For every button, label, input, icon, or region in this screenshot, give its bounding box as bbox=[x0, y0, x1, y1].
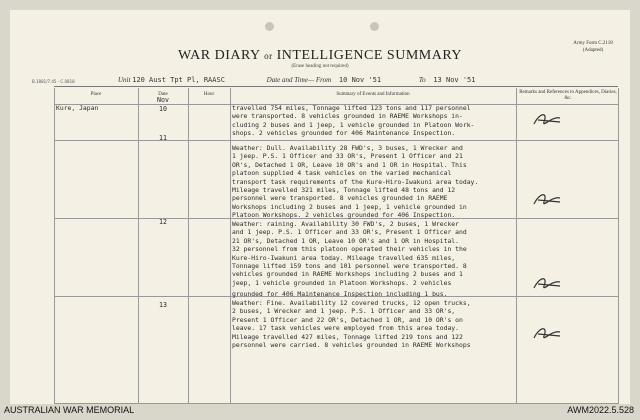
to-date: 13 Nov '51 bbox=[433, 76, 476, 84]
footer-source: AUSTRALIAN WAR MEMORIAL bbox=[4, 405, 135, 415]
entry-date: 12 bbox=[159, 218, 167, 226]
entry-summary: Weather: Dull. Availability 28 FWD's, 3 buses, 1 Wrecker and 1 jeep. P.S. 1 Officer and 33 OR's, Present 1 Officer and 21 OR's, Detached 1 OR, Leave 10 OR's and 1 OR in Hospital. This platoon supplied 4 task vehicles on the varied mechanical transport task requirements of the Kure-Hiro-Iwakuni area today. Mileage travelled 321 miles, Tonnage lifted 48 tons and 12 personnel were transported. 8 vehicles grounded in RAEME Workshops including 2 buses and 1 jeep, 1 vehicle grounded in Platoon Workshops. 2 vehicles grounded for 406 Inspection. bbox=[232, 144, 479, 220]
grid-line bbox=[230, 88, 231, 404]
col-place: Place bbox=[90, 92, 102, 97]
punch-hole bbox=[370, 22, 379, 31]
col-summary: Summary of Events and Information bbox=[336, 92, 410, 97]
entry-summary: travelled 754 miles, Tonnage lifted 123 tons and 117 personnel were transported. 8 vehicles grounded in RAEME Workshops in- cluding 2 buses and 1 jeep, 1 vehicle grounded in Platoon Work- shops. 2 vehicles grounded for 406 Maintenance Inspection. bbox=[232, 104, 475, 138]
form-code: B.1881/7.45 - C.0818 bbox=[32, 79, 75, 84]
grid-line bbox=[618, 88, 619, 404]
diary-sheet bbox=[10, 10, 630, 404]
from-date: 10 Nov '51 bbox=[338, 76, 382, 84]
handwritten-initials bbox=[530, 110, 570, 130]
grid-line bbox=[54, 403, 618, 404]
entry-date: 11 bbox=[159, 134, 167, 142]
page-subtitle: (Erase heading not required) bbox=[291, 64, 349, 69]
page-title: WAR DIARY or INTELLIGENCE SUMMARY bbox=[177, 48, 463, 63]
col-remarks: Remarks and References to Appendices, Diaries, &c. bbox=[519, 90, 617, 101]
grid-line bbox=[188, 88, 189, 404]
entry-summary: Weather: Fine. Availability 12 covered trucks, 12 open trucks, 2 buses, 1 Wrecker and 1 jeep. P.S. 1 Officer and 33 OR's, Present 1 Officer and 22 OR's, Detached 1 OR, and 10 OR's on leave. 17 task vehicles were employed from this area today. Mileage travelled 427 miles, Tonnage lifted 219 tons and 122 personnel were carried. 8 vehicles grounded in RAEME Workshops bbox=[232, 299, 471, 350]
handwritten-initials bbox=[530, 324, 570, 344]
entry-summary: Weather: raining. Availability 30 FWD's, 2 buses, 1 Wrecker and 1 jeep. P.S. 1 Officer and 33 OR's, Present 1 Officer and 21 OR's, Detached 1 OR, Leave 10 OR's and 1 OR in Hospital. 32 personnel from this platoon operated their vehicles in the Kure-Hiro-Iwakuni area today. Mileage travelled 635 miles, Tonnage lifted 159 tons and 101 personnel were transported. 8 vehicles grounded in RAEME Workshops including 2 buses and 1 jeep, 1 vehicle grounded in Platoon Workshops. 2 vehicles grounded for 406 Maintenance Inspection including 1 bus. bbox=[232, 220, 467, 299]
grid-line bbox=[54, 88, 55, 404]
grid-line bbox=[516, 88, 517, 404]
handwritten-initials bbox=[530, 190, 570, 210]
army-form-label: Army Form C.2118 (Adapted) bbox=[573, 41, 613, 53]
entry-date: 13 bbox=[159, 301, 167, 309]
unit-line: Unit 120 Aust Tpt Pl, RAASC Date and Time— From 10 Nov '51 To 13 Nov '51 bbox=[118, 76, 476, 84]
unit-value: 120 Aust Tpt Pl, RAASC bbox=[132, 76, 225, 84]
col-date: Date bbox=[158, 92, 168, 97]
header-rule bbox=[54, 86, 618, 87]
footer-id: AWM2022.5.528 bbox=[567, 405, 634, 415]
punch-hole bbox=[265, 22, 274, 31]
entry-place: Kure, Japan bbox=[56, 104, 99, 112]
entry-date: Nov 10 bbox=[157, 96, 169, 113]
handwritten-initials bbox=[530, 274, 570, 294]
col-hour: Hour bbox=[203, 92, 215, 97]
